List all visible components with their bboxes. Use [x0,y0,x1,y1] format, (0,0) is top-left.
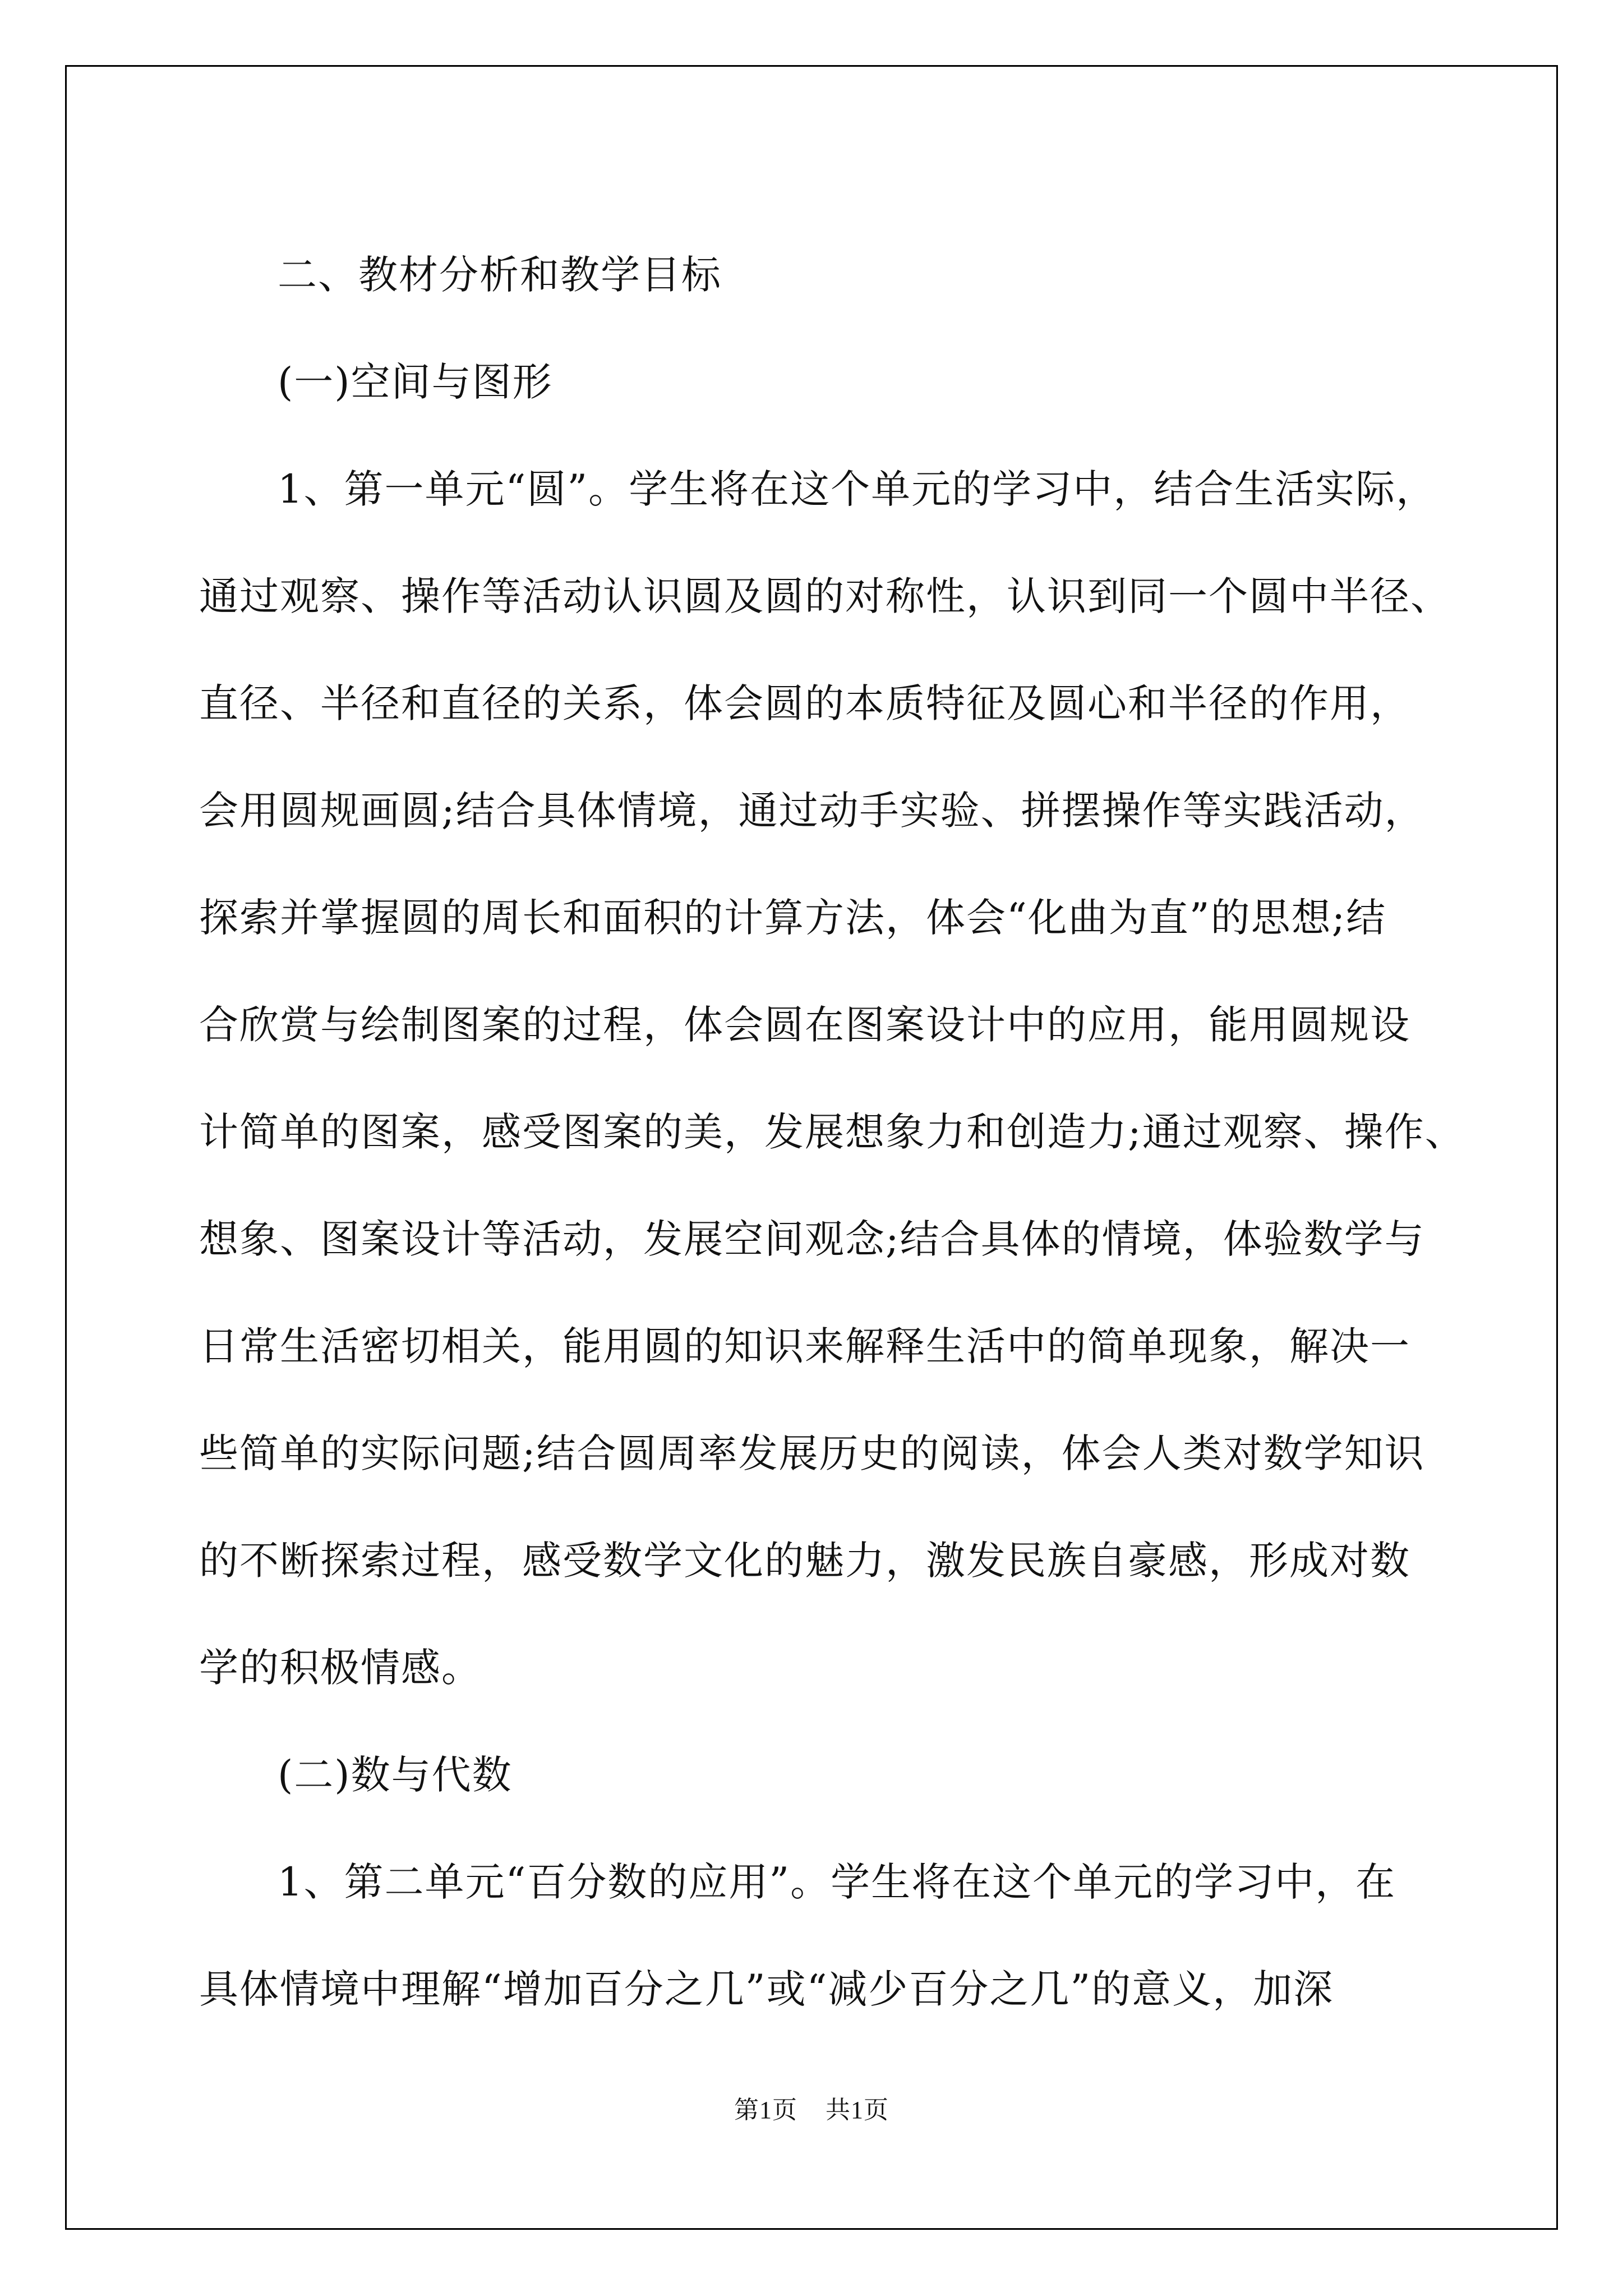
paragraph-line: 通过观察、操作等活动认识圆及圆的对称性，认识到同一个圆中半径、 [199,573,1451,619]
section-title-number-algebra: (二)数与代数 [278,1752,513,1798]
document-heading: 二、教材分析和教学目标 [278,252,722,298]
paragraph-line: 直径、半径和直径的关系，体会圆的本质特征及圆心和半径的作用， [199,680,1410,726]
paragraph-line: 学的积极情感。 [199,1645,482,1691]
paragraph-line: 1、第二单元“百分数的应用”。学生将在这个单元的学习中，在 [278,1859,1396,1905]
page-footer [0,2090,1623,2125]
paragraph-line: 计简单的图案，感受图案的美，发展想象力和创造力;通过观察、操作、 [199,1109,1465,1155]
paragraph-line: 1、第一单元“圆”。学生将在这个单元的学习中，结合生活实际， [278,466,1437,512]
paragraph-line: 探索并掌握圆的周长和面积的计算方法，体会“化曲为直”的思想;结 [199,895,1387,941]
paragraph-line: 的不断探索过程，感受数学文化的魅力，激发民族自豪感，形成对数 [199,1538,1410,1584]
paragraph-line: 日常生活密切相关，能用圆的知识来解释生活中的简单现象，解决一 [199,1323,1410,1369]
page-number: 第1页 [734,2096,797,2124]
paragraph-line: 具体情境中理解“增加百分之几”或“减少百分之几”的意义，加深 [199,1966,1334,2012]
paragraph-line: 些简单的实际问题;结合圆周率发展历史的阅读，体会人类对数学知识 [199,1430,1425,1476]
paragraph-line: 想象、图案设计等活动，发展空间观念;结合具体的情境，体验数学与 [199,1216,1425,1262]
paragraph-line: 合欣赏与绘制图案的过程，体会圆在图案设计中的应用，能用圆规设 [199,1002,1410,1048]
page-total: 共1页 [826,2096,889,2124]
paragraph-line: 会用圆规画圆;结合具体情境，通过动手实验、拼摆操作等实践活动， [199,788,1425,834]
document-body [199,222,1464,2043]
section-title-space-geometry: (一)空间与图形 [278,359,553,405]
